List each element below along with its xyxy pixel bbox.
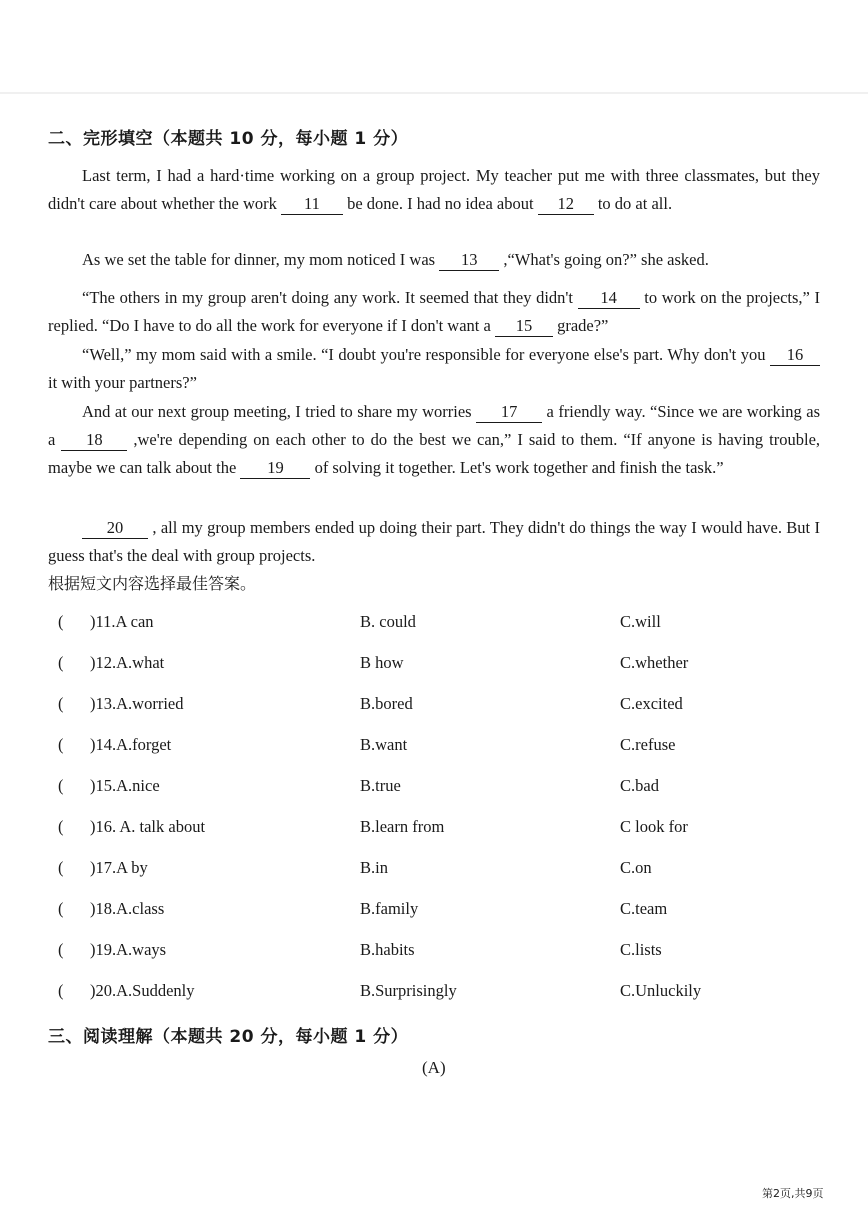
answer-bracket[interactable]: ( (58, 653, 64, 672)
paragraph-text: “The others in my group aren't doing any work. It seemed that they didn't (82, 288, 573, 307)
option-a: )14.A.forget (90, 735, 172, 754)
question-row-19 (0, 940, 868, 968)
answer-bracket[interactable]: ( (58, 694, 64, 713)
answer-bracket[interactable]: ( (58, 899, 64, 918)
paragraph-text: As we set the table for dinner, my mom noticed I was (82, 250, 436, 269)
instruction-text: 根据短文内容选择最佳答案。 (48, 574, 257, 593)
option-b: B.in (360, 858, 388, 877)
option-c: C.refuse (620, 735, 676, 754)
blank-19: 19 (240, 458, 310, 479)
paragraph-text: to work on the projects,” I replied. “Do I have to do all the work for everyone if I don't want a (48, 288, 821, 335)
option-a: )16. A. talk about (90, 817, 206, 836)
passage-paragraph-5 (48, 398, 820, 482)
question-row-13 (0, 694, 868, 722)
question-row-20 (0, 981, 868, 1009)
passage-label: (A) (422, 1058, 446, 1077)
section2-heading: 二、完形填空（本题共 10 分，每小题 1 分） (48, 129, 409, 149)
paragraph-text: be done. I had no idea about (347, 194, 534, 213)
option-c: C.whether (620, 653, 689, 672)
answer-bracket[interactable]: ( (58, 981, 64, 1000)
paragraph-text: ,“What's going on?” she asked. (503, 250, 709, 269)
passage-paragraph-4 (48, 341, 820, 397)
option-c: C.Unluckily (620, 981, 702, 1000)
blank-17: 17 (476, 402, 542, 423)
question-row-15 (0, 776, 868, 804)
question-row-16 (0, 817, 868, 845)
question-row-18 (0, 899, 868, 927)
paragraph-text: Last term, I had a hard·time working on a group project. My teacher put me with three classmates, but they didn't care about whether the work (48, 166, 820, 213)
option-b: B.Surprisingly (360, 981, 457, 1000)
option-c: C.on (620, 858, 652, 877)
option-c: C.team (620, 899, 668, 918)
blank-14: 14 (578, 288, 640, 309)
blank-13: 13 (439, 250, 499, 271)
paragraph-text: , all my group members ended up doing their part. They didn't do things the way I would have. But I guess that's the deal with group projects. (48, 518, 820, 565)
option-c: C.lists (620, 940, 662, 959)
answer-bracket[interactable]: ( (58, 940, 64, 959)
option-b: B how (360, 653, 404, 672)
paragraph-text: to do at all. (597, 194, 673, 213)
option-a: )12.A.what (90, 653, 165, 672)
option-c: C.excited (620, 694, 683, 713)
scan-edge-top (0, 92, 868, 94)
option-b: B.bored (360, 694, 413, 713)
option-b: B.want (360, 735, 408, 754)
blank-18: 18 (61, 430, 127, 451)
option-b: B. could (360, 612, 416, 631)
option-a: )20.A.Suddenly (90, 981, 195, 1000)
option-a: )15.A.nice (90, 776, 160, 795)
answer-bracket[interactable]: ( (58, 817, 64, 836)
option-b: B.habits (360, 940, 415, 959)
option-a: )17.A by (90, 858, 148, 877)
blank-15: 15 (495, 316, 553, 337)
paragraph-text: And at our next group meeting, I tried to share my worries (82, 402, 472, 421)
option-c: C.will (620, 612, 661, 631)
question-row-14 (0, 735, 868, 763)
paragraph-text: it with your partners?” (48, 373, 197, 392)
option-b: B.true (360, 776, 401, 795)
page-number: 第2页,共9页 (762, 1187, 824, 1200)
question-row-17 (0, 858, 868, 886)
blank-20: 20 (82, 518, 148, 539)
blank-12: 12 (538, 194, 594, 215)
option-a: )13.A.worried (90, 694, 184, 713)
paragraph-text: a friendly way. “Since we are working as a (48, 402, 821, 449)
section3-heading: 三、阅读理解（本题共 20 分，每小题 1 分） (48, 1027, 409, 1047)
option-c: C look for (620, 817, 688, 836)
paragraph-text: grade?” (557, 316, 609, 335)
option-c: C.bad (620, 776, 659, 795)
passage-paragraph-1 (48, 162, 820, 218)
passage-paragraph-6 (48, 514, 820, 570)
option-b: B.family (360, 899, 419, 918)
paragraph-text: ,we're depending on each other to do the best we can,” I said to them. “If anyone is having trouble, maybe we can talk about the (48, 430, 821, 477)
blank-16: 16 (770, 345, 820, 366)
answer-bracket[interactable]: ( (58, 612, 64, 631)
option-b: B.learn from (360, 817, 445, 836)
passage-paragraph-3 (48, 284, 820, 340)
option-a: )18.A.class (90, 899, 165, 918)
paragraph-text: “Well,” my mom said with a smile. “I doubt you're responsible for everyone else's part. Why don't you (82, 345, 766, 364)
answer-bracket[interactable]: ( (58, 776, 64, 795)
answer-bracket[interactable]: ( (58, 858, 64, 877)
question-row-11 (0, 612, 868, 640)
paragraph-text: of solving it together. Let's work together and finish the task.” (314, 458, 724, 477)
option-a: )11.A can (90, 612, 154, 631)
option-a: )19.A.ways (90, 940, 167, 959)
question-row-12 (0, 653, 868, 681)
answer-bracket[interactable]: ( (58, 735, 64, 754)
passage-paragraph-2 (48, 246, 820, 274)
blank-11: 11 (281, 194, 343, 215)
